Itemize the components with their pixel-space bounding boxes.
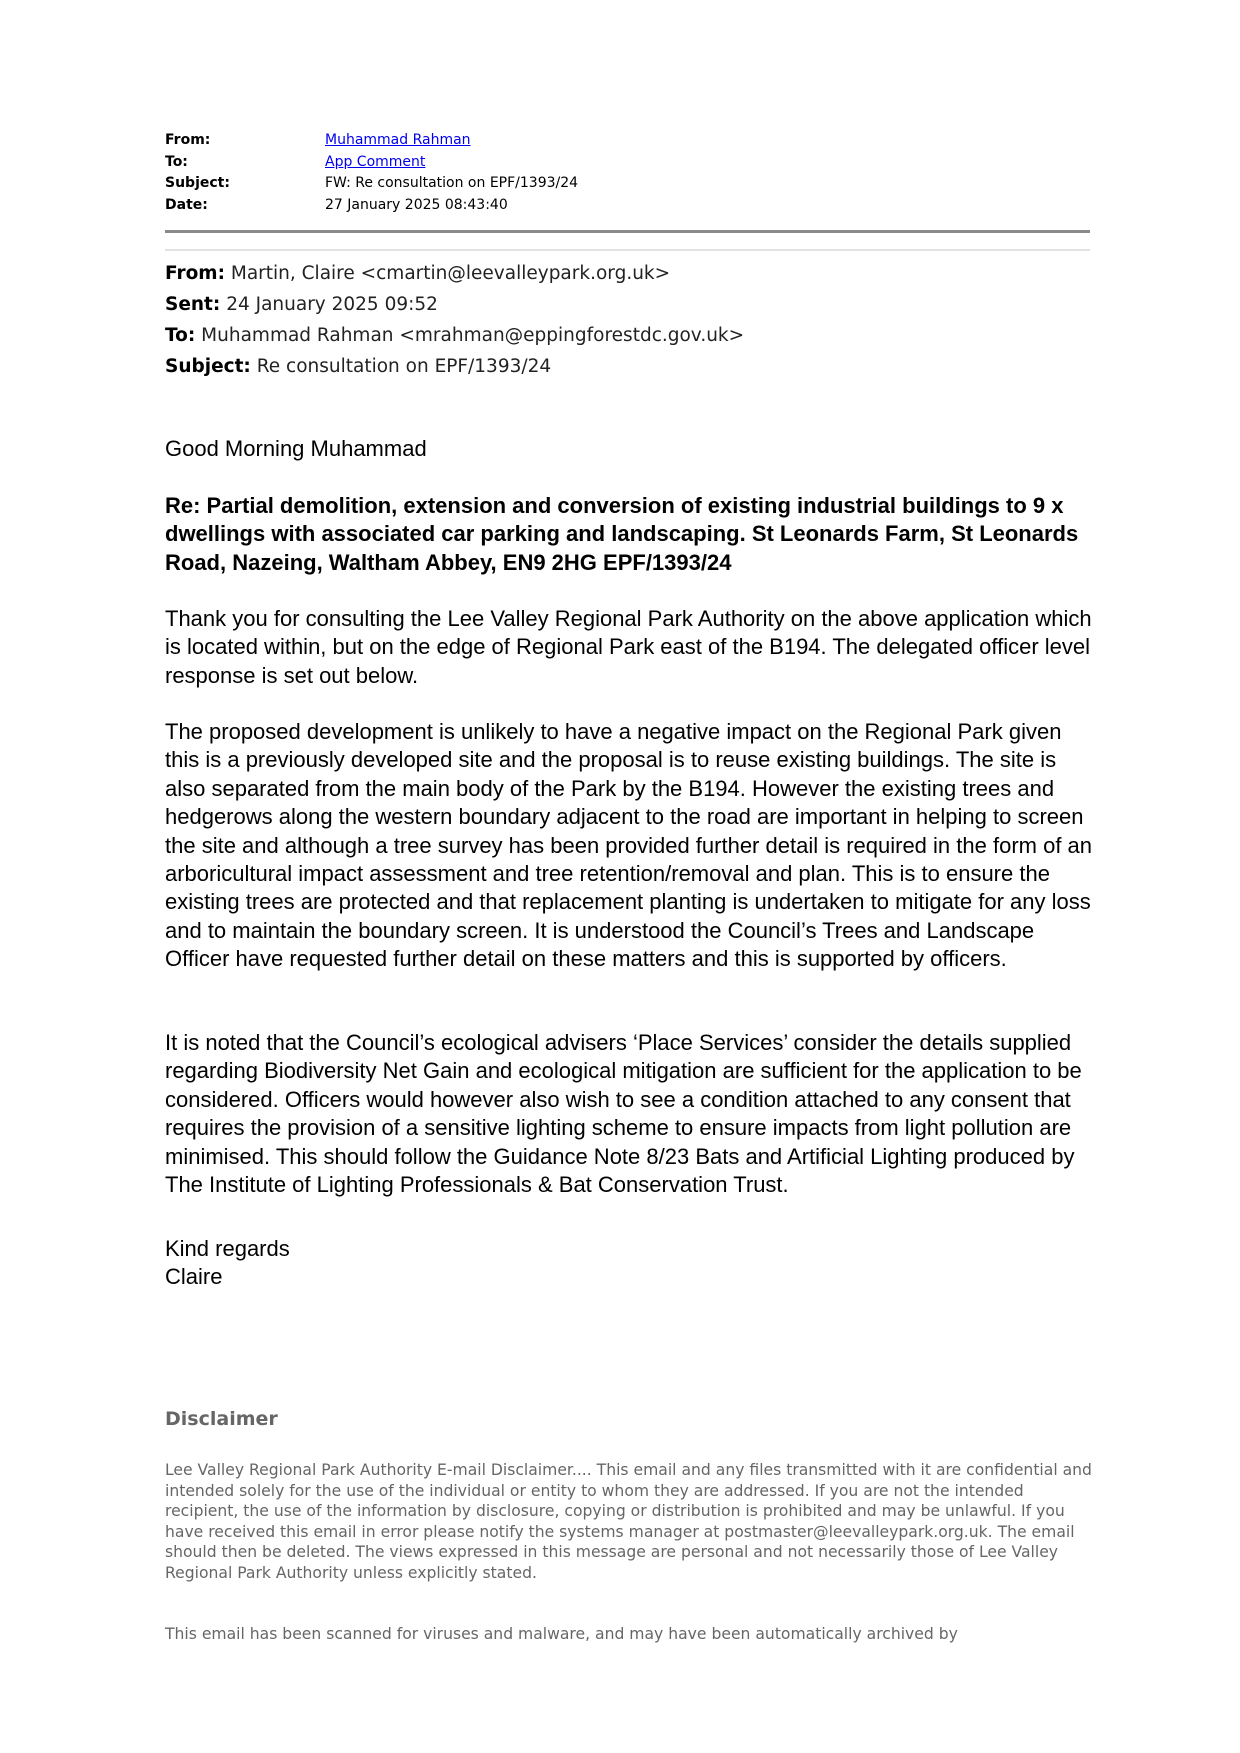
subject-value: FW: Re consultation on EPF/1393/24 <box>325 175 579 191</box>
fwd-sent-row <box>165 289 1095 320</box>
header-subject-row <box>165 173 1095 195</box>
fwd-subject-label: Subject: <box>165 356 251 377</box>
to-label: To: <box>165 153 188 170</box>
fwd-to-row <box>165 320 1095 351</box>
greeting: Good Morning Muhammad <box>165 436 427 461</box>
from-link[interactable]: Muhammad Rahman <box>325 132 471 148</box>
fwd-from-row <box>165 258 1095 289</box>
fwd-sent-value: 24 January 2025 09:52 <box>226 294 438 315</box>
forward-divider <box>165 249 1090 251</box>
fwd-sent-label: Sent: <box>165 294 221 315</box>
signature: Claire <box>165 1264 223 1290</box>
from-label: From: <box>165 132 211 148</box>
header-date-row <box>165 195 1095 217</box>
scan-note: This email has been scanned for viruses and malware, and may have been automatically archived by <box>165 1625 958 1643</box>
paragraph-1: Thank you for consulting the Lee Valley Regional Park Authority on the above application which is located within, but on the edge of Regional Park east of the B194. The delegated officer level response is set out below. <box>165 606 1092 688</box>
date-label: Date: <box>165 196 208 213</box>
fwd-subject-row <box>165 351 1095 382</box>
date-value: 27 January 2025 08:43:40 <box>325 196 508 213</box>
paragraph-2: The proposed development is unlikely to have a negative impact on the Regional Park given this is a previously developed site and the proposal is to reuse existing buildings. The site is also separated from the main body of the Park by the B194. However the existing trees and hedgerows along the western boundary adjacent to the road are important in helping to screen the site and although a tree survey has been provided further detail is required in the form of an arboricultural impact assessment and tree retention/removal and plan. This is to ensure the existing trees are protected and that replacement planting is undertaken to mitigate for any loss and to maintain the boundary screen. It is understood the Council’s Trees and Landscape Officer have requested further detail on these matters and this is supported by officers. <box>165 719 1093 972</box>
header-from-row <box>165 130 1095 152</box>
fwd-from-value: Martin, Claire <cmartin@leevalleypark.org.uk> <box>230 263 671 284</box>
to-link[interactable]: App Comment <box>325 153 426 170</box>
forwarded-header <box>165 258 1095 382</box>
disclaimer-heading: Disclaimer <box>165 1408 278 1430</box>
signoff: Kind regards <box>165 1236 290 1261</box>
header-divider <box>165 230 1090 233</box>
disclaimer-text: Lee Valley Regional Park Authority E-mail Disclaimer.... This email and any files transmitted with it are confidential and intended solely for the use of the individual or entity to whom they are addressed. If you are not the intended recipient, the use of the information by disclosure, copying or distribution is prohibited and may be unlawful. If you have received this email in error please notify the systems manager at postmaster@leevalleypark.org.uk. The email should then be deleted. The views expressed in this message are personal and not necessarily those of Lee Valley Regional Park Authority unless explicitly stated. <box>165 1461 1092 1582</box>
header-to-row <box>165 152 1095 174</box>
fwd-from-label: From: <box>165 263 225 284</box>
paragraph-3: It is noted that the Council’s ecological advisers ‘Place Services’ consider the details supplied regarding Biodiversity Net Gain and ecological mitigation are sufficient for the application to be considered. Officers would however also wish to see a condition attached to any consent that requires the provision of a sensitive lighting scheme to ensure impacts from light pollution are minimised. This should follow the Guidance Note 8/23 Bats and Artificial Lighting produced by The Institute of Lighting Professionals & Bat Conservation Trust. <box>165 1030 1082 1198</box>
re-heading: Re: Partial demolition, extension and conversion of existing industrial buildings to 9 x dwellings with associated car parking and landscaping. St Leonards Farm, St Leonards Road, Nazeing, Waltham Abbey, EN9 2HG EPF/1393/24 <box>165 493 1079 575</box>
fwd-to-label: To: <box>165 325 196 346</box>
fwd-subject-value: Re consultation on EPF/1393/24 <box>256 356 552 377</box>
fwd-to-value: Muhammad Rahman <mrahman@eppingforestdc.gov.uk> <box>201 325 745 346</box>
email-header <box>165 130 1095 216</box>
signature-block <box>165 1235 1095 1292</box>
subject-label: Subject: <box>165 175 230 191</box>
